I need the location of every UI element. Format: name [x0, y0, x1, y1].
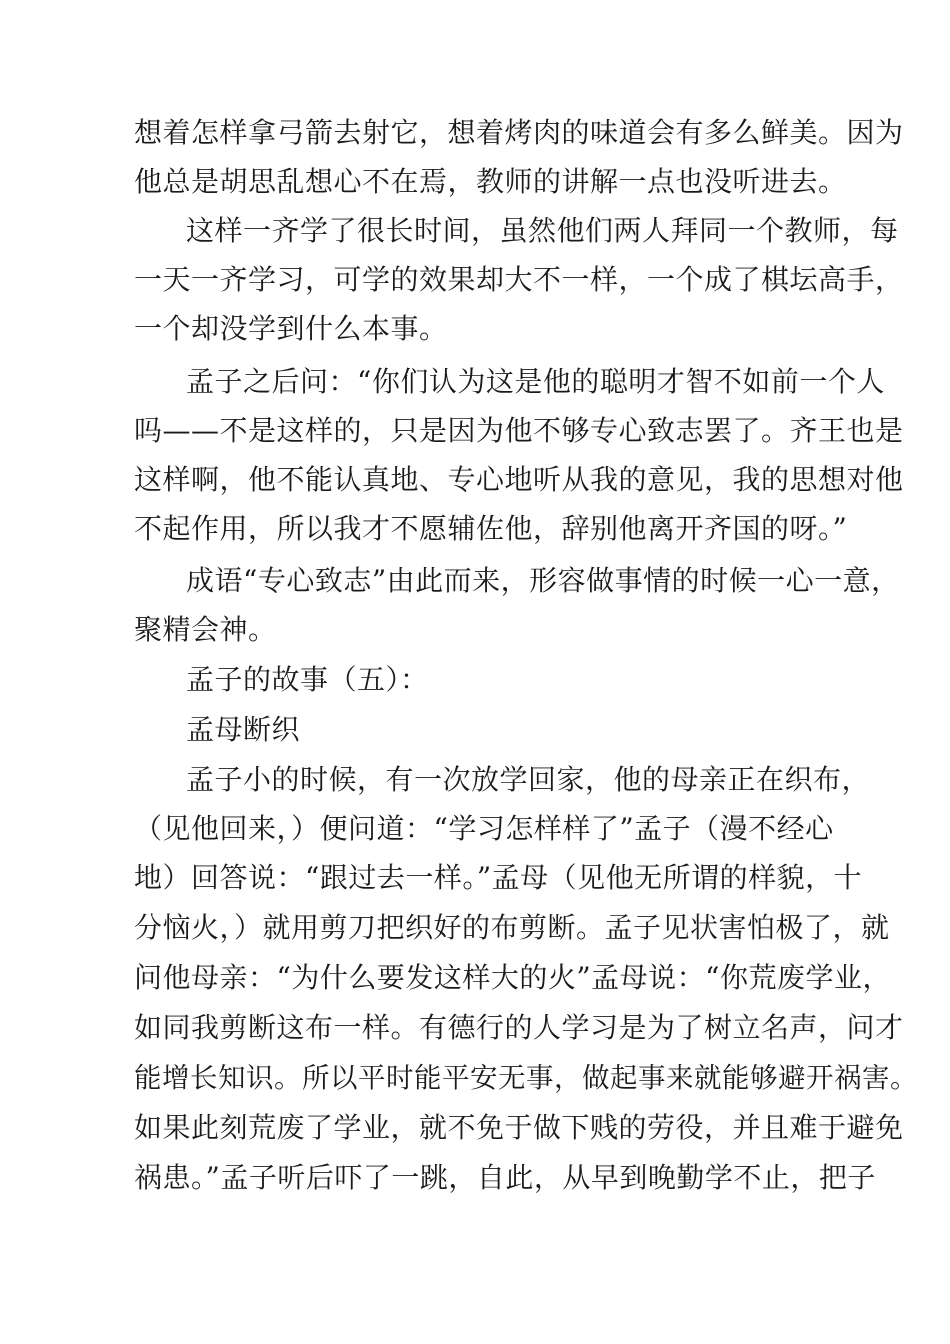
- text-line: 吗——不是这样的，只是因为他不够专心致志罢了。齐王也是: [134, 414, 904, 447]
- text-line: 分恼火，）就用剪刀把织好的布剪断。孟子见状害怕极了，就: [134, 911, 890, 944]
- text-line: 如同我剪断这布一样。有德行的人学习是为了树立名声，问才: [134, 1011, 904, 1044]
- text-line: 一个却没学到什么本事。: [134, 312, 448, 345]
- paragraph-start-line: 孟子之后问：“你们认为这是他的聪明才智不如前一个人: [186, 365, 885, 398]
- text-line: 他总是胡思乱想心不在焉，教师的讲解一点也没听进去。: [134, 165, 847, 198]
- paragraph-start-line: 孟子小的时候，有一次放学回家，他的母亲正在织布，: [186, 763, 871, 796]
- text-line: 能增长知识。所以平时能平安无事，做起事来就能够避开祸害。: [134, 1062, 918, 1094]
- text-line: 地）回答说：“跟过去一样。”孟母（见他无所谓的样貌，十: [134, 861, 863, 894]
- paragraph-start-line: 这样一齐学了很长时间，虽然他们两人拜同一个教师，每: [186, 214, 899, 247]
- text-line: 如果此刻荒废了学业，就不免于做下贱的劳役，并且难于避免: [134, 1111, 904, 1144]
- text-line: 问他母亲：“为什么要发这样大的火”孟母说：“你荒废学业，: [134, 961, 891, 994]
- section-heading: 孟子的故事（五）：: [186, 663, 429, 696]
- paragraph-start-line: 成语“专心致志”由此而来，形容做事情的时候一心一意，: [186, 564, 900, 597]
- text-line: 聚精会神。: [134, 613, 277, 646]
- text-line: 祸患。”孟子听后吓了一跳，自此，从早到晚勤学不止，把子: [134, 1161, 876, 1194]
- text-line: 这样啊，他不能认真地、专心地听从我的意见，我的思想对他: [134, 463, 904, 496]
- text-line: 想着怎样拿弓箭去射它，想着烤肉的味道会有多么鲜美。因为: [134, 116, 904, 149]
- text-line: （见他回来，）便问道：“学习怎样样了”孟子（漫不经心: [134, 812, 834, 845]
- text-line: 一天一齐学习，可学的效果却大不一样，一个成了棋坛高手，: [134, 263, 904, 296]
- story-title: 孟母断织: [186, 713, 301, 746]
- text-line: 不起作用，所以我才不愿辅佐他，辞别他离开齐国的呀。”: [134, 512, 848, 545]
